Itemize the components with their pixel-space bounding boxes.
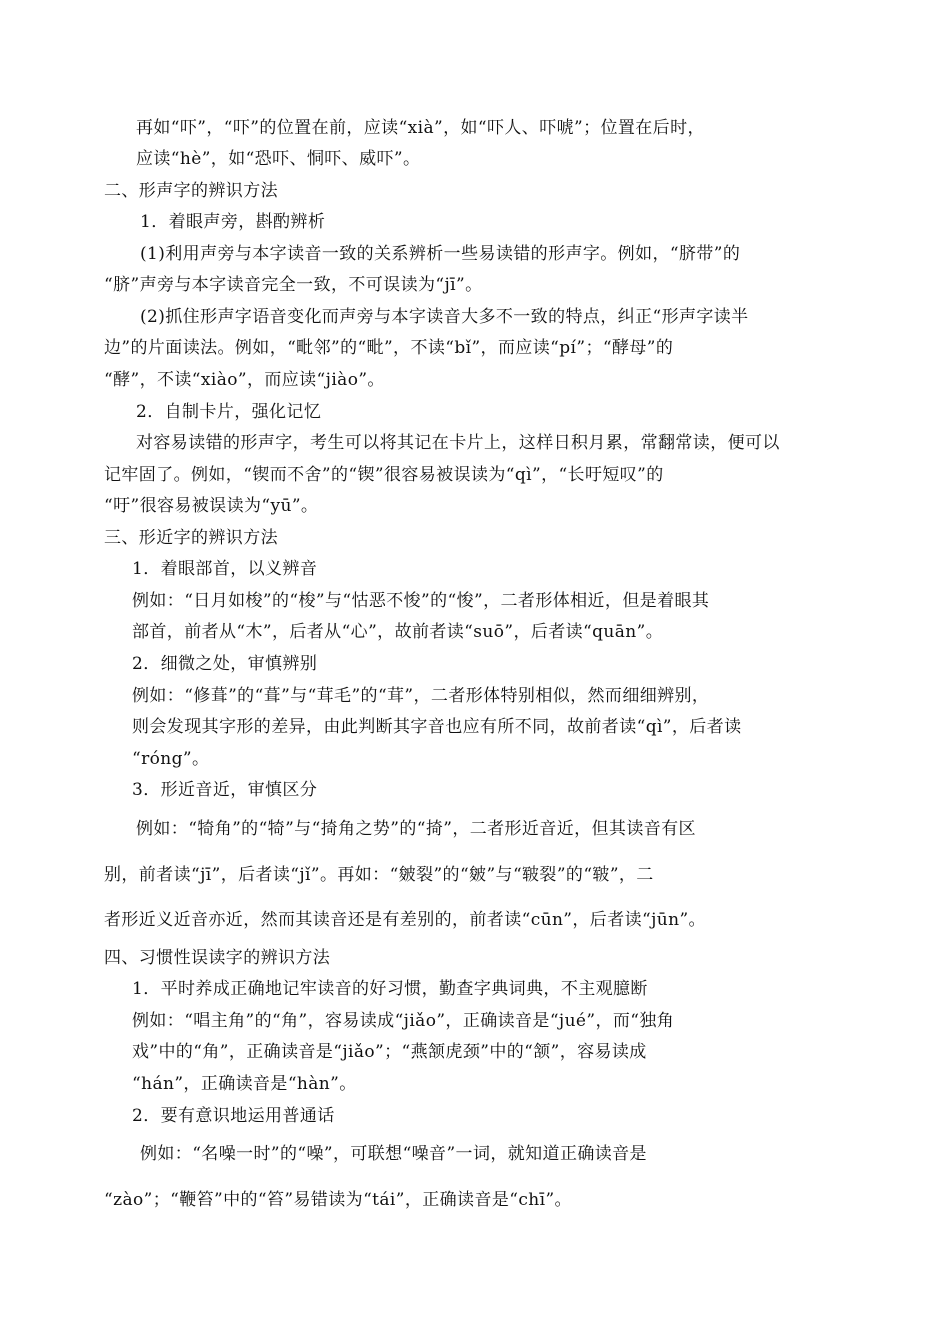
- section-heading: 三、形近字的辨识方法: [104, 528, 278, 548]
- sub-heading: 3．形近音近，审慎区分: [132, 780, 318, 800]
- sub-heading: 2．自制卡片，强化记忆: [136, 402, 322, 422]
- text-line: 者形近义近音亦近，然而其读音还是有差别的，前者读“cūn”，后者读“jūn”。: [104, 910, 706, 930]
- text-line: 应读“hè”，如“恐吓、恫吓、威吓”。: [136, 149, 421, 169]
- text-line: 对容易读错的形声字，考生可以将其记在卡片上，这样日积月累，常翻常读，便可以: [136, 433, 780, 453]
- text-line: 边”的片面读法。例如，“毗邻”的“毗”，不读“bǐ”，而应读“pí”；“酵母”的: [104, 338, 674, 358]
- text-line: (1)利用声旁与本字读音一致的关系辨析一些易读错的形声字。例如，“脐带”的: [140, 244, 741, 264]
- text-line: “脐”声旁与本字读音完全一致，不可误读为“jī”。: [104, 275, 483, 295]
- section-heading: 四、习惯性误读字的辨识方法: [104, 948, 331, 968]
- text-line: “róng”。: [132, 749, 210, 769]
- section-heading: 二、形声字的辨识方法: [104, 181, 278, 201]
- sub-heading: 1．着眼声旁，斟酌辨析: [140, 212, 326, 232]
- text-line: 例如：“修葺”的“葺”与“茸毛”的“茸”，二者形体特别相似，然而细细辨别，: [132, 686, 710, 706]
- text-line: 例如：“犄角”的“犄”与“掎角之势”的“掎”，二者形近音近，但其读音有区: [136, 819, 696, 839]
- sub-heading: 1．着眼部首，以义辨音: [132, 559, 318, 579]
- text-line: 例如：“唱主角”的“角”，容易读成“jiǎo”，正确读音是“jué”，而“独角: [132, 1011, 675, 1031]
- text-line: “zào”；“鞭笞”中的“笞”易错读为“tái”，正确读音是“chī”。: [104, 1190, 572, 1210]
- text-line: 例如：“日月如梭”的“梭”与“怙恶不悛”的“悛”，二者形体相近，但是着眼其: [132, 591, 710, 611]
- text-line: “吁”很容易被误读为“yū”。: [104, 496, 319, 516]
- text-line: 再如“吓”，“吓”的位置在前，应读“xià”，如“吓人、吓唬”；位置在后时，: [136, 118, 705, 138]
- text-line: 记牢固了。例如，“锲而不舍”的“锲”很容易被误读为“qì”，“长吁短叹”的: [104, 465, 664, 485]
- text-line: “酵”，不读“xiào”，而应读“jiào”。: [104, 370, 385, 390]
- text-line: 部首，前者从“木”，后者从“心”，故前者读“suō”，后者读“quān”。: [132, 622, 664, 642]
- text-line: 戏”中的“角”，正确读音是“jiǎo”；“燕颔虎颈”中的“颔”，容易读成: [132, 1042, 647, 1062]
- sub-heading: 1．平时养成正确地记牢读音的好习惯，勤查字典词典，不主观臆断: [132, 979, 648, 999]
- text-line: 则会发现其字形的差异，由此判断其字音也应有所不同，故前者读“qì”，后者读: [132, 717, 742, 737]
- text-line: 别，前者读“jī”，后者读“jǐ”。再如：“皴裂”的“皴”与“皲裂”的“皲”，二: [104, 865, 654, 885]
- text-line: (2)抓住形声字语音变化而声旁与本字读音大多不一致的特点，纠正“形声字读半: [140, 307, 749, 327]
- text-line: “hán”，正确读音是“hàn”。: [132, 1074, 357, 1094]
- sub-heading: 2．要有意识地运用普通话: [132, 1106, 335, 1126]
- sub-heading: 2．细微之处，审慎辨别: [132, 654, 318, 674]
- text-line: 例如：“名噪一时”的“噪”，可联想“噪音”一词，就知道正确读音是: [140, 1144, 647, 1164]
